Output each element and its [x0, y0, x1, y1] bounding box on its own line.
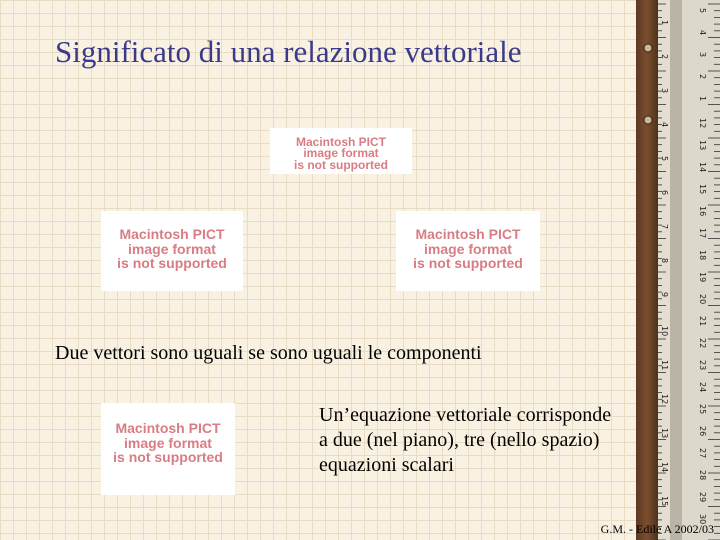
ruler-label: 26	[698, 426, 707, 437]
pict-line-3: is not supported	[113, 449, 223, 466]
pict-line-2: image format	[303, 146, 379, 161]
ruler-label: 24	[698, 382, 707, 393]
ruler-label: 28	[698, 470, 707, 481]
ruler-metal-strip	[670, 0, 682, 540]
pict-placeholder-4	[101, 403, 235, 495]
pict-line-1: Macintosh PICT	[115, 420, 221, 436]
pict-placeholder-2	[101, 211, 243, 291]
ruler-label: 17	[698, 228, 707, 239]
ruler-label: 13	[698, 140, 707, 151]
pict-line-2: image format	[424, 240, 512, 257]
ruler-label: 23	[698, 360, 707, 371]
ruler-label: 15	[660, 496, 669, 507]
ruler-label: 10	[660, 326, 669, 337]
statement-vector-equation: Un’equazione vettoriale corrisponde a due (nel piano), tre (nello spazio) equazioni scalari	[319, 404, 612, 476]
pict-line-1: Macintosh PICT	[295, 135, 386, 149]
ruler-label: 19	[698, 272, 707, 283]
ruler-label: 8	[660, 258, 669, 264]
ruler-label: 16	[698, 206, 707, 217]
ruler-label: 14	[660, 462, 669, 473]
statement-equal-vectors: Due vettori sono uguali se sono uguali le componenti	[55, 342, 482, 364]
ruler-label: 30	[698, 514, 707, 525]
slide-footer: G.M. - Edile A 2002/03	[600, 522, 714, 536]
ruler-label: 21	[698, 316, 707, 327]
pict-line-1: Macintosh PICT	[119, 226, 225, 242]
ruler-label: 4	[660, 122, 669, 128]
ruler-label: 25	[698, 404, 707, 415]
ruler-rivet-top	[644, 44, 652, 52]
ruler-label: 3	[660, 88, 669, 94]
pict-line-2: image format	[128, 240, 216, 257]
slide-title: Significato di una relazione vettoriale	[55, 34, 522, 69]
ruler-label: 2	[660, 54, 669, 60]
ruler-right-scale	[682, 0, 720, 540]
pict-line-1: Macintosh PICT	[415, 226, 521, 242]
ruler-label: 3	[698, 52, 707, 58]
ruler-label: 13	[660, 428, 669, 439]
ruler-decoration	[636, 0, 720, 540]
pict-line-3: is not supported	[413, 255, 523, 272]
ruler-label: 14	[698, 162, 707, 173]
ruler-label: 29	[698, 492, 707, 503]
ruler-label: 9	[660, 292, 669, 298]
ruler-label: 15	[698, 184, 707, 195]
ruler-label: 27	[698, 448, 707, 459]
ruler-label: 2	[698, 74, 707, 80]
ruler-label: 20	[698, 294, 707, 305]
ruler-label: 18	[698, 250, 707, 261]
ruler-left-scale	[658, 0, 670, 540]
ruler-label: 5	[698, 8, 707, 14]
ruler-label: 12	[698, 118, 707, 129]
pict-placeholder-1	[270, 128, 412, 174]
ruler-label: 4	[698, 30, 707, 36]
ruler-label: 22	[698, 338, 707, 349]
ruler-label: 1	[698, 96, 707, 102]
ruler-rivet-bottom	[644, 116, 652, 124]
ruler-label: 6	[660, 190, 669, 196]
ruler-label: 5	[660, 156, 669, 162]
pict-line-3: is not supported	[117, 255, 227, 272]
ruler-label: 7	[660, 224, 669, 230]
pict-line-2: image format	[124, 434, 212, 451]
pict-placeholder-3	[396, 211, 540, 291]
ruler-label: 12	[660, 394, 669, 405]
ruler-wood-edge	[636, 0, 658, 540]
ruler-label: 11	[660, 360, 669, 371]
ruler-label: 1	[660, 20, 669, 26]
pict-line-3: is not supported	[294, 157, 388, 172]
